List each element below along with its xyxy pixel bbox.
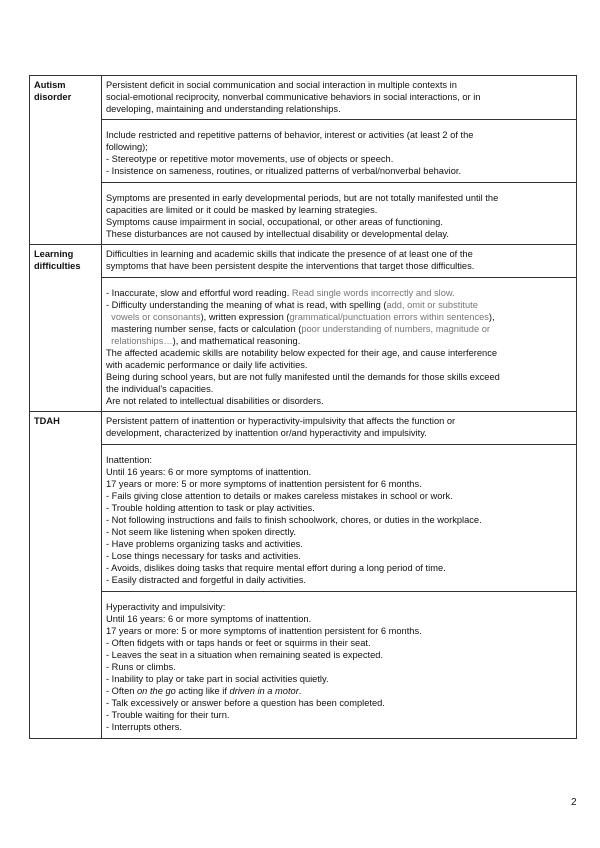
text-line: - Leaves the seat in a situation when remaining seated is expected. <box>106 650 384 660</box>
text-line: Hyperactivity and impulsivity: <box>106 602 226 612</box>
text-line: Are not related to intellectual disabilities or disorders. <box>106 396 324 406</box>
text-line: 17 years or more: 5 or more symptoms of inattention persistent for 6 months. <box>106 626 422 636</box>
text-line: symptoms that have been persistent despite the interventions that target those difficulties. <box>106 261 475 271</box>
text-segment: - Often <box>106 686 138 696</box>
table-row <box>30 245 577 278</box>
italic-text: driven in a motor <box>229 686 299 696</box>
table-row <box>30 76 577 120</box>
text-segment: - Inaccurate, slow and effortful word reading. <box>106 288 292 298</box>
example-text: relationships… <box>106 336 173 346</box>
text-line: - Fails giving close attention to details or makes careless mistakes in school or work. <box>106 491 453 501</box>
text-segment: - Difficulty understanding the meaning of what is read, with spelling ( <box>106 300 387 310</box>
text-line: Persistent pattern of inattention or hyperactivity-impulsivity that affects the function or <box>106 416 456 426</box>
text-line: developing, maintaining and understanding relationships. <box>106 104 341 114</box>
table-row <box>30 412 577 445</box>
table-row <box>30 445 577 592</box>
text-line: - Lose things necessary for tasks and activities. <box>106 551 301 561</box>
text-line: development, characterized by inattention or/and hyperactivity and impulsivity. <box>106 428 427 438</box>
text-line: - Inability to play or take part in social activities quietly. <box>106 674 329 684</box>
text-line <box>106 685 572 697</box>
learning-cell-2 <box>102 278 577 412</box>
example-text: grammatical/punctuation errors within sentences <box>289 312 489 322</box>
text-line: - Trouble waiting for their turn. <box>106 710 230 720</box>
text-line: social-emotional reciprocity, nonverbal communicative behaviors in social interactions, or in <box>106 92 481 102</box>
table-row <box>30 592 577 739</box>
text-line: - Interrupts others. <box>106 722 182 732</box>
criteria-table <box>29 75 577 739</box>
text-line: - Avoids, dislikes doing tasks that require mental effort during a long period of time. <box>106 563 446 573</box>
text-line: - Talk excessively or answer before a question has been completed. <box>106 698 385 708</box>
text-segment: ), and mathematical reasoning. <box>172 336 301 346</box>
tdah-cell-1 <box>102 412 577 445</box>
text-line: Until 16 years: 6 or more symptoms of inattention. <box>106 467 312 477</box>
text-line: 17 years or more: 5 or more symptoms of inattention persistent for 6 months. <box>106 479 422 489</box>
text-line: - Insistence on sameness, routines, or ritualized patterns of verbal/nonverbal behavior. <box>106 166 462 176</box>
autism-cell-3 <box>102 183 577 245</box>
text-line: Symptoms cause impairment in social, occupational, or other areas of functioning. <box>106 217 443 227</box>
text-line: - Runs or climbs. <box>106 662 176 672</box>
text-line: - Not following instructions and fails to finish schoolwork, chores, or duties in the workplace. <box>106 515 482 525</box>
text-line <box>106 323 572 335</box>
example-text: poor understanding of numbers, magnitude or <box>301 324 490 334</box>
example-text: vowels or consonants <box>106 312 201 322</box>
text-line: - Stereotype or repetitive motor movements, use of objects or speech. <box>106 154 394 164</box>
text-segment: ), <box>488 312 495 322</box>
text-line <box>106 299 572 311</box>
row-label-learning: Learning difficulties <box>30 245 102 412</box>
text-line: the individual’s capacities. <box>106 384 214 394</box>
text-line <box>106 335 572 347</box>
text-line: - Not seem like listening when spoken directly. <box>106 527 296 537</box>
text-segment: acting like if <box>175 686 230 696</box>
text-line: Until 16 years: 6 or more symptoms of inattention. <box>106 614 312 624</box>
page-number: 2 <box>571 797 577 808</box>
text-line: - Have problems organizing tasks and activities. <box>106 539 303 549</box>
text-line: Difficulties in learning and academic skills that indicate the presence of at least one of the <box>106 249 473 259</box>
text-line: - Easily distracted and forgetful in daily activities. <box>106 575 306 585</box>
text-line: Include restricted and repetitive patterns of behavior, interest or activities (at least 2 of the <box>106 130 474 140</box>
tdah-cell-3 <box>102 592 577 739</box>
text-line: - Often fidgets with or taps hands or feet or squirms in their seat. <box>106 638 371 648</box>
text-segment: . <box>298 686 302 696</box>
text-line: following); <box>106 142 148 152</box>
text-line <box>106 287 572 299</box>
text-line: The affected academic skills are notability below expected for their age, and cause interference <box>106 348 498 358</box>
text-line: Being during school years, but are not fully manifested until the demands for those skills exceed <box>106 372 500 382</box>
row-label-tdah: TDAH <box>30 412 102 739</box>
table-row <box>30 278 577 412</box>
learning-cell-1 <box>102 245 577 278</box>
table-row <box>30 120 577 183</box>
text-line <box>106 311 572 323</box>
example-text: add, omit or substitute <box>386 300 478 310</box>
text-line: These disturbances are not caused by intellectual disability or developmental delay. <box>106 229 449 239</box>
autism-cell-1 <box>102 76 577 120</box>
text-line: capacities are limited or it could be masked by learning strategies. <box>106 205 378 215</box>
text-line: - Trouble holding attention to task or play activities. <box>106 503 315 513</box>
row-label-autism: Autism disorder <box>30 76 102 245</box>
text-line: Symptoms are presented in early developmental periods, but are not totally manifested until the <box>106 193 499 203</box>
tdah-cell-2 <box>102 445 577 592</box>
table-row <box>30 183 577 245</box>
text-line: Persistent deficit in social communication and social interaction in multiple contexts in <box>106 80 457 90</box>
autism-cell-2 <box>102 120 577 183</box>
italic-text: on the go <box>137 686 176 696</box>
text-line: with academic performance or daily life activities. <box>106 360 308 370</box>
text-segment: mastering number sense, facts or calculation ( <box>106 324 302 334</box>
example-text: Read single words incorrectly and slow. <box>291 288 455 298</box>
text-segment: ), written expression ( <box>200 312 290 322</box>
text-line: Inattention: <box>106 455 153 465</box>
